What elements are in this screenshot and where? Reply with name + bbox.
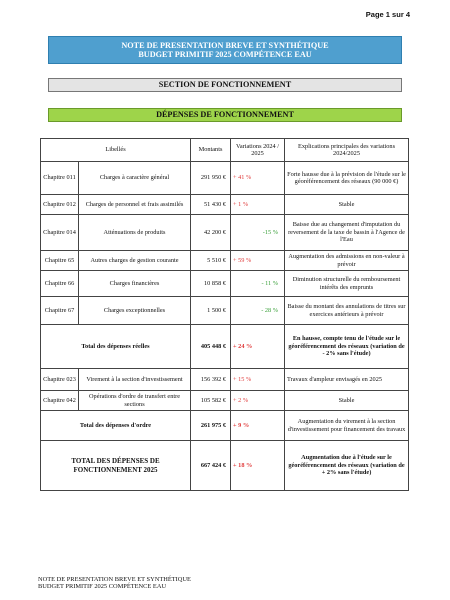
table-row — [41, 369, 409, 391]
variation-cell: + 15 % — [231, 369, 285, 391]
footer-line-2: BUDGET PRIMITIF 2025 COMPÉTENCE EAU — [38, 583, 167, 591]
libelle-cell: Virement à la section d'investissement — [79, 369, 191, 391]
section-heading: SECTION DE FONCTIONNEMENT — [48, 78, 402, 92]
table-row — [41, 195, 409, 215]
libelle-cell: Atténuations de produits — [79, 215, 191, 251]
document-title — [48, 36, 402, 64]
libelle-cell: Charges financières — [79, 271, 191, 297]
total-general-montant: 667 424 € — [191, 441, 231, 491]
table-row — [41, 162, 409, 195]
explication-cell: Forte hausse due à la prévision de l'étude sur le géoréférencement des réseaux (90 000 €) — [285, 162, 409, 195]
variation-cell: + 2 % — [231, 391, 285, 411]
total-ordre-variation: + 9 % — [231, 411, 285, 441]
table-row — [41, 271, 409, 297]
header-libelles: Libellés — [41, 139, 191, 162]
total-ordre-montant: 261 975 € — [191, 411, 231, 441]
explication-cell: Stable — [285, 391, 409, 411]
montant-cell: 105 582 € — [191, 391, 231, 411]
montant-cell: 291 950 € — [191, 162, 231, 195]
chapitre-cell: Chapitre 042 — [41, 391, 79, 411]
total-ordre-label: Total des dépenses d'ordre — [41, 411, 191, 441]
total-reelles-variation: + 24 % — [231, 325, 285, 369]
footer — [38, 576, 191, 590]
explication-cell: Diminution structurelle du remboursement intérêts des emprunts — [285, 271, 409, 297]
chapitre-cell: Chapitre 014 — [41, 215, 79, 251]
montant-cell: 5 510 € — [191, 251, 231, 271]
page-number: Page 1 sur 4 — [365, 10, 410, 19]
explication-cell: Baisse du montant des annulations de titres sur exercices antérieurs à prévoir — [285, 297, 409, 325]
explication-cell: Baisse due au changement d'imputation du reversement de la taxe de bassin à l'Agence de l'Eau — [285, 215, 409, 251]
title-line-1: NOTE DE PRESENTATION BREVE ET SYNTHÉTIQUE — [121, 41, 329, 50]
variation-cell: - 28 % — [231, 297, 285, 325]
total-reelles-label: Total des dépenses réelles — [41, 325, 191, 369]
header-explications: Explications principales des variations 2024/2025 — [285, 139, 409, 162]
explication-cell: Stable — [285, 195, 409, 215]
total-reelles-montant: 405 448 € — [191, 325, 231, 369]
explication-cell: Augmentation des admissions en non-valeur à prévoir — [285, 251, 409, 271]
montant-cell: 156 392 € — [191, 369, 231, 391]
total-general-label: TOTAL DES DÉPENSES DE FONCTIONNEMENT 2025 — [41, 441, 191, 491]
header-montants: Montants — [191, 139, 231, 162]
chapitre-cell: Chapitre 66 — [41, 271, 79, 297]
chapitre-cell: Chapitre 023 — [41, 369, 79, 391]
libelle-cell: Charges exceptionnelles — [79, 297, 191, 325]
total-general-explication: Augmentation due à l'étude sur le géoréférencement des réseaux (variation de + 2% sans l'étude) — [285, 441, 409, 491]
montant-cell: 10 858 € — [191, 271, 231, 297]
libelle-cell: Autres charges de gestion courante — [79, 251, 191, 271]
total-ordre-row — [41, 411, 409, 441]
variation-cell: -15 % — [231, 215, 285, 251]
chapitre-cell: Chapitre 65 — [41, 251, 79, 271]
table-body — [41, 162, 409, 491]
montant-cell: 51 430 € — [191, 195, 231, 215]
variation-cell: + 59 % — [231, 251, 285, 271]
table-row — [41, 297, 409, 325]
variation-cell: + 1 % — [231, 195, 285, 215]
variation-cell: - 11 % — [231, 271, 285, 297]
table-row — [41, 215, 409, 251]
libelle-cell: Opérations d'ordre de transfert entre sections — [79, 391, 191, 411]
table-row — [41, 391, 409, 411]
variation-cell: + 41 % — [231, 162, 285, 195]
montant-cell: 42 200 € — [191, 215, 231, 251]
table-header-row — [41, 139, 409, 162]
total-reelles-explication: En hausse, compte tenu de l'étude sur le géoréférencement des réseaux (variation de - 2% sans l'étude) — [285, 325, 409, 369]
subsection-heading: DÉPENSES DE FONCTIONNEMENT — [48, 108, 402, 122]
libelle-cell: Charges de personnel et frais assimilés — [79, 195, 191, 215]
chapitre-cell: Chapitre 011 — [41, 162, 79, 195]
montant-cell: 1 500 € — [191, 297, 231, 325]
explication-cell: Travaux d'ampleur envisagés en 2025 — [285, 369, 409, 391]
header-variations: Variations 2024 / 2025 — [231, 139, 285, 162]
total-general-row — [41, 441, 409, 491]
libelle-cell: Charges à caractère général — [79, 162, 191, 195]
total-ordre-explication: Augmentation du virement à la section d'investissement pour financement des travaux — [285, 411, 409, 441]
total-reelles-row — [41, 325, 409, 369]
footer-line-1: NOTE DE PRESENTATION BREVE ET SYNTHÉTIQUE — [38, 576, 191, 583]
total-general-variation: + 18 % — [231, 441, 285, 491]
chapitre-cell: Chapitre 67 — [41, 297, 79, 325]
chapitre-cell: Chapitre 012 — [41, 195, 79, 215]
table-row — [41, 251, 409, 271]
title-line-2: BUDGET PRIMITIF 2025 COMPÉTENCE EAU — [138, 50, 312, 59]
expenses-table — [40, 138, 409, 491]
